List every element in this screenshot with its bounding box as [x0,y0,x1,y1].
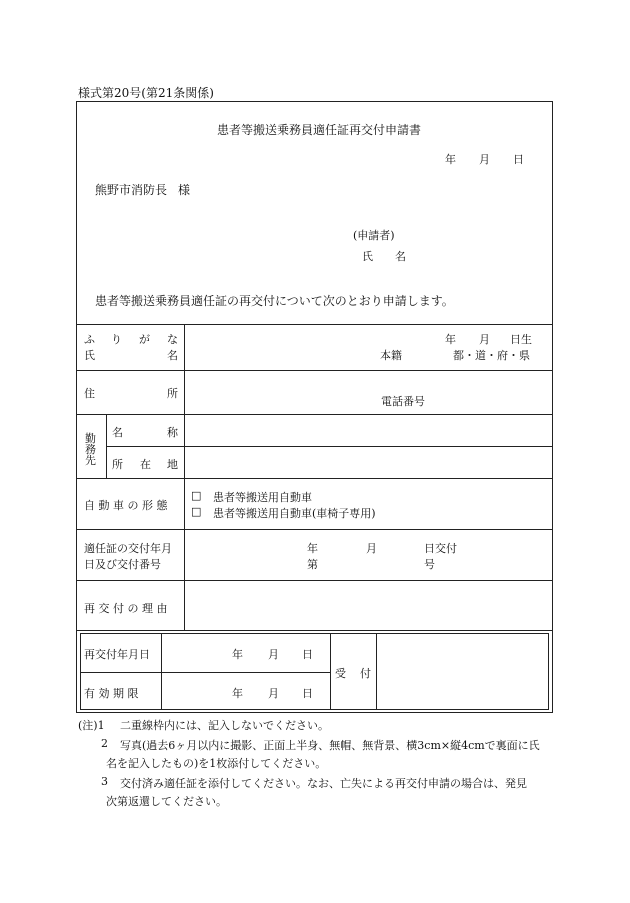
issue-label-l1: 適任証の交付年月 [84,542,172,555]
rule-address [76,414,553,415]
workplace-group-2: 務 [85,443,96,456]
workplace-loc-c1: 所 [112,458,123,471]
reissue-date-label: 再交付年月日 [84,648,150,661]
label-col-separator [184,324,185,630]
workplace-name-l2: 称 [167,426,178,439]
issue-day: 日交付 [424,542,457,555]
office-col-2 [330,633,331,710]
date-day: 日 [513,153,524,166]
rule-workplace-mid [106,446,553,447]
receipt-c1: 受 [335,667,346,680]
valid-month: 月 [268,687,279,700]
addressee-name: 熊野市消防長 [95,183,168,197]
vehicle-checkbox-1[interactable]: □ [191,489,202,502]
note-3-num: 3 [101,775,108,788]
workplace-loc-c3: 地 [167,458,178,471]
note-1-prefix: (注)1 [78,719,105,732]
honseki-label: 本籍 [380,349,402,362]
office-col-3 [376,633,377,710]
note-3-line-2: 次第返還してください。 [106,795,227,808]
note-2-line-2: 名を記入したもの)を1枚添付してください。 [106,757,327,770]
address-label-l2: 所 [167,387,178,400]
note-1: 二重線枠内には、記入しないでください。 [120,719,329,732]
valid-year: 年 [232,687,243,700]
address-label-l1: 住 [84,387,95,400]
applicant-name-l1: 氏 [362,250,373,263]
vehicle-option-2: 患者等搬送用自動車(車椅子専用) [213,507,376,520]
reissue-day: 日 [302,648,313,661]
workplace-group-1: 勤 [85,432,96,445]
note-3-line-1: 交付済み適任証を添付してください。なお、亡失による再交付申請の場合は、発見 [120,777,527,790]
birth-month: 月 [479,333,490,346]
workplace-group-separator [106,414,107,478]
valid-day: 日 [302,687,313,700]
workplace-group-3: 先 [85,454,96,467]
note-2-line-1: 写真(過去6ヶ月以内に撮影、正面上半身、無帽、無背景、横3cm×縦4cmで裏面に氏 [120,739,540,752]
rule-workplace [76,478,553,479]
furigana-fu: ふ [84,333,95,346]
date-year: 年 [445,153,456,166]
applicant-name-l2: 名 [395,250,406,263]
rule-header [76,324,553,325]
rule-issue [76,580,553,581]
workplace-loc-c2: 在 [140,458,151,471]
office-col-1 [161,633,162,710]
birth-year: 年 [445,333,456,346]
issue-dai: 第 [307,558,318,571]
valid-until-label: 有 効 期 限 [84,687,139,700]
furigana-na: な [167,333,178,346]
receipt-c2: 付 [360,667,371,680]
birth-day: 日生 [510,333,532,346]
name-label-l2: 名 [167,349,178,362]
phone-label: 電話番号 [381,395,425,408]
statement: 患者等搬送乗務員適任証の再交付について次のとおり申請します。 [95,294,454,308]
workplace-name-l1: 名 [112,426,123,439]
issue-year: 年 [307,542,318,555]
prefecture-label: 都・道・府・県 [453,349,530,362]
office-mid-rule [80,672,330,673]
rule-reason [76,630,553,631]
furigana-ga: が [139,333,150,346]
applicant-label: (申請者) [353,229,395,242]
rule-vehicle [76,529,553,530]
issue-go: 号 [424,558,435,571]
vehicle-checkbox-2[interactable]: □ [191,505,202,518]
reason-label: 再 交 付 の 理 由 [84,602,168,615]
form-number: 様式第20号(第21条関係) [78,86,214,100]
rule-name [76,370,553,371]
addressee-honorific: 様 [178,183,191,197]
issue-month: 月 [366,542,377,555]
vehicle-option-1: 患者等搬送用自動車 [213,491,312,504]
note-2-num: 2 [101,737,108,750]
reissue-month: 月 [268,648,279,661]
name-label-l1: 氏 [84,349,95,362]
furigana-ri: り [111,333,122,346]
reissue-year: 年 [232,648,243,661]
issue-label-l2: 日及び交付番号 [84,558,161,571]
form-title: 患者等搬送乗務員適任証再交付申請書 [217,123,422,137]
vehicle-label: 自 動 車 の 形 態 [84,499,168,512]
date-month: 月 [479,153,490,166]
